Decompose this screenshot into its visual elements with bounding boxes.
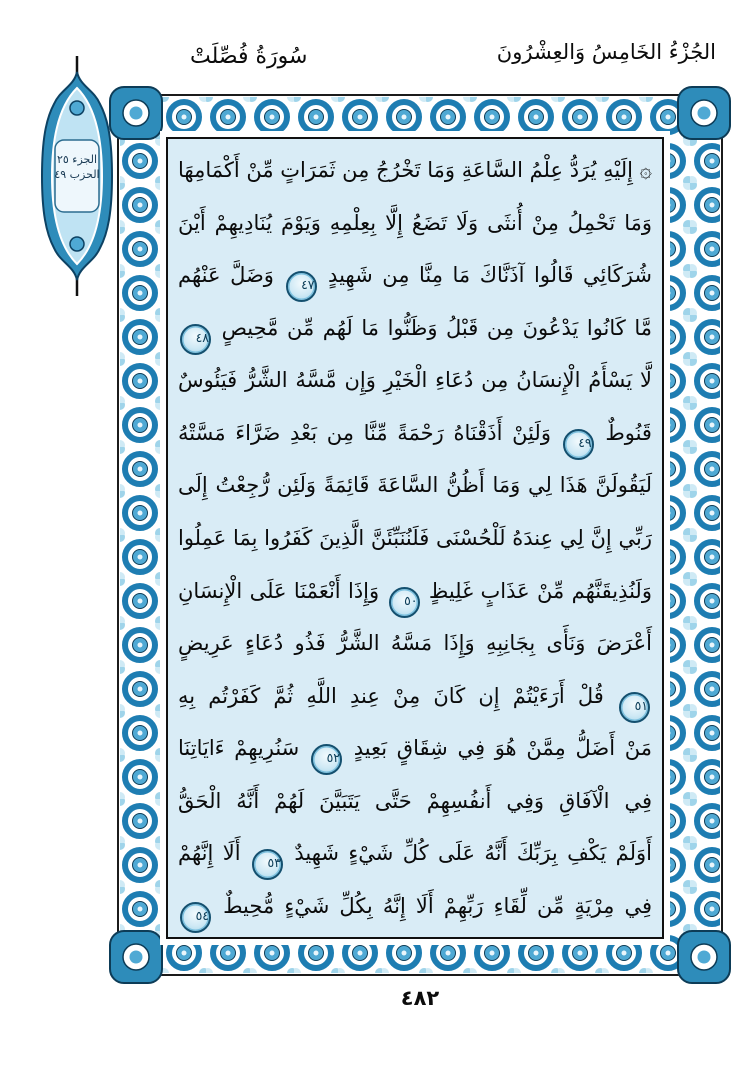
quran-text-segment: قُلْ أَرَءَيْتُمْ إِن كَانَ مِنْ عِندِ اللَّهِ ثُمَّ كَفَرْتُم بِهِ <box>178 683 604 708</box>
medallion-juz-label: الجزء ٢٥ <box>56 153 98 166</box>
page-number: ٤٨٢ <box>400 986 440 1010</box>
quran-text-segment: وَضَلَّ عَنْهُم <box>178 263 274 288</box>
quran-text-segment: رَبِّي إِنَّ لِي عِندَهُ لَلْحُسْنَى فَلَنُنَبِّئَنَّ الَّذِينَ كَفَرُوا بِمَا عَمِلُوا <box>178 525 652 550</box>
medallion-hizb-label: الحزب ٤٩ <box>54 168 100 181</box>
quran-line <box>178 354 652 406</box>
quran-text-segment: قَنُوطٌ <box>605 420 652 445</box>
verse-number-badge: ٥٢ <box>311 744 342 775</box>
quran-line <box>178 565 652 617</box>
juz-header-title: الجُزْءُ الخَامِسُ وَالعِشْرُونَ <box>496 40 716 64</box>
quran-text-segment: وَمَا تَحْمِلُ مِنْ أُنثَى وَلَا تَضَعُ إِلَّا بِعِلْمِهِ وَيَوْمَ يُنَادِيهِمْ أَيْنَ <box>178 210 652 235</box>
quran-text-segment: وَلَنُذِيقَنَّهُم مِّنْ عَذَابٍ غَلِيظٍ <box>428 578 652 603</box>
quran-text-segment: فِي مِرْيَةٍ مِّن لِّقَاءِ رَبِّهِمْ أَلَا إِنَّهُ بِكُلِّ شَيْءٍ مُّحِيطٌ <box>223 893 652 918</box>
quran-line <box>178 617 652 669</box>
quran-text-segment: شُرَكَائِي قَالُوا آذَنَّاكَ مَا مِنَّا مِن شَهِيدٍ <box>328 263 652 288</box>
quran-line <box>178 407 652 459</box>
quran-text-segment: ۞ إِلَيْهِ يُرَدُّ عِلْمُ السَّاعَةِ وَمَا تَخْرُجُ مِن ثَمَرَاتٍ مِّنْ أَكْمَامِهَا <box>178 158 652 182</box>
verse-number-badge: ٤٩ <box>563 429 594 460</box>
quran-line <box>178 144 652 196</box>
verse-number-badge: ٥٣ <box>252 849 283 880</box>
quran-line <box>178 670 652 722</box>
quran-text-segment: لَيَقُولَنَّ هَذَا لِي وَمَا أَظُنُّ السَّاعَةَ قَائِمَةً وَلَئِن رُّجِعْتُ إِلَى <box>178 473 652 498</box>
quran-line <box>178 775 652 827</box>
surah-header-title: سُورَةُ فُصِّلَتْ <box>190 44 308 69</box>
quran-line <box>178 249 652 301</box>
quran-line <box>178 512 652 564</box>
verse-number-badge: ٥١ <box>619 692 650 723</box>
verse-number-badge: ٥٤ <box>180 902 211 933</box>
quran-text-segment: لَّا يَسْأَمُ الْإِنسَانُ مِن دُعَاءِ الْخَيْرِ وَإِن مَّسَّهُ الشَّرُّ فَيَئُوسٌ <box>178 368 652 393</box>
quran-text-segment: مَنْ أَضَلُّ مِمَّنْ هُوَ فِي شِقَاقٍ بَعِيدٍ <box>353 736 652 761</box>
quran-lines <box>178 144 652 932</box>
quran-line <box>178 302 652 354</box>
quran-text-segment: أَعْرَضَ وَنَأَى بِجَانِبِهِ وَإِذَا مَسَّهُ الشَّرُّ فَذُو دُعَاءٍ عَرِيضٍ <box>178 631 652 656</box>
verse-number-badge: ٤٧ <box>286 271 317 302</box>
quran-line <box>178 880 652 932</box>
ornamental-frame <box>118 95 722 975</box>
quran-text-segment: أَلَا إِنَّهُمْ <box>178 841 241 866</box>
quran-text-segment: سَنُرِيهِمْ ءَايَاتِنَا <box>178 736 300 761</box>
verse-number-badge: ٤٨ <box>180 324 211 355</box>
quran-text-segment: فِي الْآفَاقِ وَفِي أَنفُسِهِمْ حَتَّى يَتَبَيَّنَ لَهُمْ أَنَّهُ الْحَقُّ <box>178 788 652 813</box>
quran-line <box>178 827 652 879</box>
quran-text-panel <box>166 137 664 939</box>
quran-line <box>178 197 652 249</box>
quran-line <box>178 722 652 774</box>
quran-text-segment: أَوَلَمْ يَكْفِ بِرَبِّكَ أَنَّهُ عَلَى كُلِّ شَيْءٍ شَهِيدٌ <box>294 841 652 866</box>
quran-text-segment: وَلَئِنْ أَذَقْنَاهُ رَحْمَةً مِّنَّا مِن بَعْدِ ضَرَّاءَ مَسَّتْهُ <box>178 420 551 445</box>
quran-text-segment: وَإِذَا أَنْعَمْنَا عَلَى الْإِنسَانِ <box>178 578 380 603</box>
quran-line <box>178 459 652 511</box>
verse-number-badge: ٥٠ <box>389 587 420 618</box>
quran-text-segment: مَّا كَانُوا يَدْعُونَ مِن قَبْلُ وَظَنُّوا مَا لَهُم مِّن مَّحِيصٍ <box>221 315 652 340</box>
